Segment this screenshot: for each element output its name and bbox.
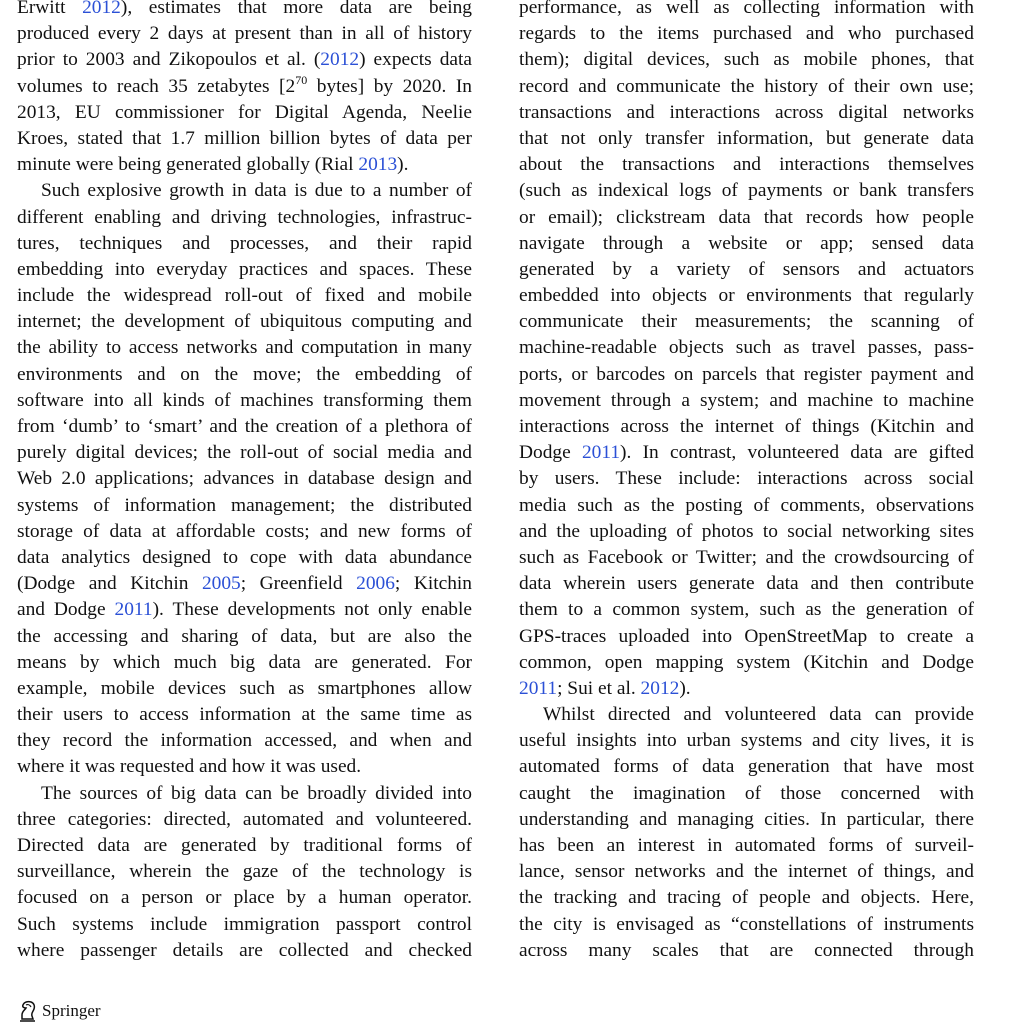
text-line: media such as the posting of comments, observations — [519, 494, 974, 516]
text-line: embedding into everyday practices and spaces. These — [17, 258, 472, 280]
text-line: such as Facebook or Twitter; and the crowdsourcing of — [519, 546, 974, 568]
text-line: from ‘dumb’ to ‘smart’ and the creation of a plethora of — [17, 416, 472, 437]
text-line: focused on a person or place by a human operator. — [17, 887, 472, 909]
superscript: 70 — [295, 72, 308, 87]
text-line: include the widespread roll-out of fixed and mobile — [17, 285, 472, 307]
citation-link[interactable]: 2011 — [114, 599, 153, 621]
publisher-footer — [18, 1000, 101, 1022]
text-line: their users to access information at the same time as — [17, 704, 472, 726]
text-line: internet; the development of ubiquitous computing and — [17, 311, 472, 333]
text-line: environments and on the move; the embedding of — [17, 363, 472, 385]
citation-link[interactable]: 2013 — [358, 154, 398, 176]
text-line: prior to 2003 and Zikopoulos et al. (2012) expects data — [17, 49, 473, 71]
text-line: GPS-traces uploaded into OpenStreetMap to create a — [519, 625, 974, 647]
text-line: tures, techniques and processes, and their rapid — [17, 232, 472, 254]
springer-horse-icon — [18, 1000, 38, 1022]
text-line: machine-readable objects such as travel passes, pass- — [519, 337, 974, 359]
text-line: navigate through a website or app; sensed data — [519, 232, 974, 254]
text-line: means by which much big data are generated. For — [17, 651, 472, 673]
text-line: 2013, EU commissioner for Digital Agenda, Neelie — [17, 101, 472, 123]
text-line: the accessing and sharing of data, but are also the — [17, 625, 472, 647]
text-line: data analytics designed to cope with data abundance — [17, 546, 472, 568]
text-line: them); digital devices, such as mobile phones, that — [519, 49, 974, 71]
text-line: Dodge 2011). In contrast, volunteered data are gifted — [519, 442, 975, 464]
text-line: that not only transfer information, but generate data — [519, 127, 974, 149]
text-line: purely digital devices; the roll-out of social media and — [17, 442, 472, 464]
text-line: storage of data at affordable costs; and new forms of — [17, 520, 472, 542]
citation-link[interactable]: 2011 — [581, 442, 621, 464]
text-line: them to a common system, such as the generation of — [519, 599, 974, 621]
text-line: understanding and managing cities. In particular, there — [519, 808, 974, 830]
text-line: common, open mapping system (Kitchin and Dodge — [519, 651, 974, 673]
text-line: automated forms of data generation that have most — [519, 756, 974, 778]
citation-link[interactable]: 2012 — [82, 0, 121, 18]
text-line: software into all kinds of machines transforming them — [17, 389, 472, 411]
text-line: about the transactions and interactions themselves — [519, 154, 974, 176]
text-line: lance, sensor networks and the internet of things, and — [519, 861, 974, 883]
text-line: they record the information accessed, and when and — [17, 730, 472, 752]
text-line: surveillance, wherein the gaze of the technology is — [17, 861, 472, 883]
text-line: transactions and interactions across digital networks — [519, 101, 974, 123]
text-line: performance, as well as collecting information with — [519, 0, 974, 18]
text-line: (Dodge and Kitchin 2005; Greenfield 2006; Kitchin — [17, 573, 472, 595]
text-line: where it was requested and how it was used. — [17, 756, 362, 778]
text-line: generated by a variety of sensors and actuators — [519, 258, 974, 280]
text-line: Such systems include immigration passport control — [17, 913, 472, 935]
text-line: where passenger details are collected and checked — [17, 939, 472, 961]
right-column — [519, 0, 974, 964]
left-column — [17, 0, 472, 964]
text-line: Kroes, stated that 1.7 million billion bytes of data per — [17, 127, 472, 149]
text-line: three categories: directed, automated and volunteered. — [17, 808, 472, 830]
text-line: movement through a system; and machine to machine — [519, 389, 974, 411]
text-line: useful insights into urban systems and city lives, it is — [519, 730, 974, 752]
text-line: record and communicate the history of their own use; — [519, 75, 974, 97]
text-line: or email); clickstream data that records how people — [519, 206, 974, 228]
text-line: (such as indexical logs of payments or bank transfers — [519, 180, 974, 202]
text-line: minute were being generated globally (Rial 2013). — [17, 154, 409, 176]
text-line: The sources of big data can be broadly divided into — [41, 782, 472, 804]
text-line: interactions across the internet of things (Kitchin and — [519, 416, 974, 437]
text-line: Directed data are generated by traditional forms of — [17, 835, 472, 856]
text-line: data wherein users generate data and then contribute — [519, 573, 974, 595]
text-line: Whilst directed and volunteered data can provide — [543, 704, 974, 726]
text-line: the city is envisaged as “constellations of instruments — [519, 913, 974, 935]
citation-link[interactable]: 2005 — [201, 573, 241, 595]
text-line: systems of information management; the distributed — [17, 494, 472, 516]
text-line: Such explosive growth in data is due to a number of — [41, 180, 472, 202]
text-line: communicate their measurements; the scanning of — [519, 311, 974, 333]
text-line: different enabling and driving technologies, infrastruc- — [17, 206, 472, 228]
text-line: embedded into objects or environments that regularly — [519, 285, 974, 307]
citation-link[interactable]: 2006 — [356, 573, 395, 595]
citation-link[interactable]: 2011 — [519, 677, 558, 699]
text-line: Web 2.0 applications; advances in database design and — [17, 468, 472, 490]
text-line: caught the imagination of those concerned with — [519, 782, 974, 804]
text-line: regards to the items purchased and who purchased — [519, 23, 974, 45]
text-line: ports, or barcodes on parcels that register payment and — [519, 363, 974, 385]
text-line: and Dodge 2011). These developments not only enable — [17, 599, 472, 621]
citation-link[interactable]: 2012 — [640, 677, 680, 699]
text-line: example, mobile devices such as smartphones allow — [17, 677, 472, 699]
text-line: has been an interest in automated forms of surveil- — [519, 835, 974, 856]
citation-link[interactable]: 2012 — [320, 49, 360, 71]
text-line: 2011; Sui et al. 2012). — [519, 677, 691, 699]
text-line: by users. These include: interactions across social — [519, 468, 974, 490]
text-line: produced every 2 days at present than in all of history — [17, 23, 472, 45]
publisher-name: Springer — [42, 1001, 101, 1020]
text-line: the tracking and tracing of people and objects. Here, — [519, 887, 974, 909]
text-line: the ability to access networks and computation in many — [17, 337, 472, 359]
text-line: and the uploading of photos to social networking sites — [519, 520, 974, 542]
text-line: across many scales that are connected through — [519, 939, 974, 961]
text-line: volumes to reach 35 zetabytes [$2^{70}$ bytes] by 2020. In — [17, 72, 472, 97]
text-line: Erwitt 2012), estimates that more data are being — [17, 0, 472, 21]
